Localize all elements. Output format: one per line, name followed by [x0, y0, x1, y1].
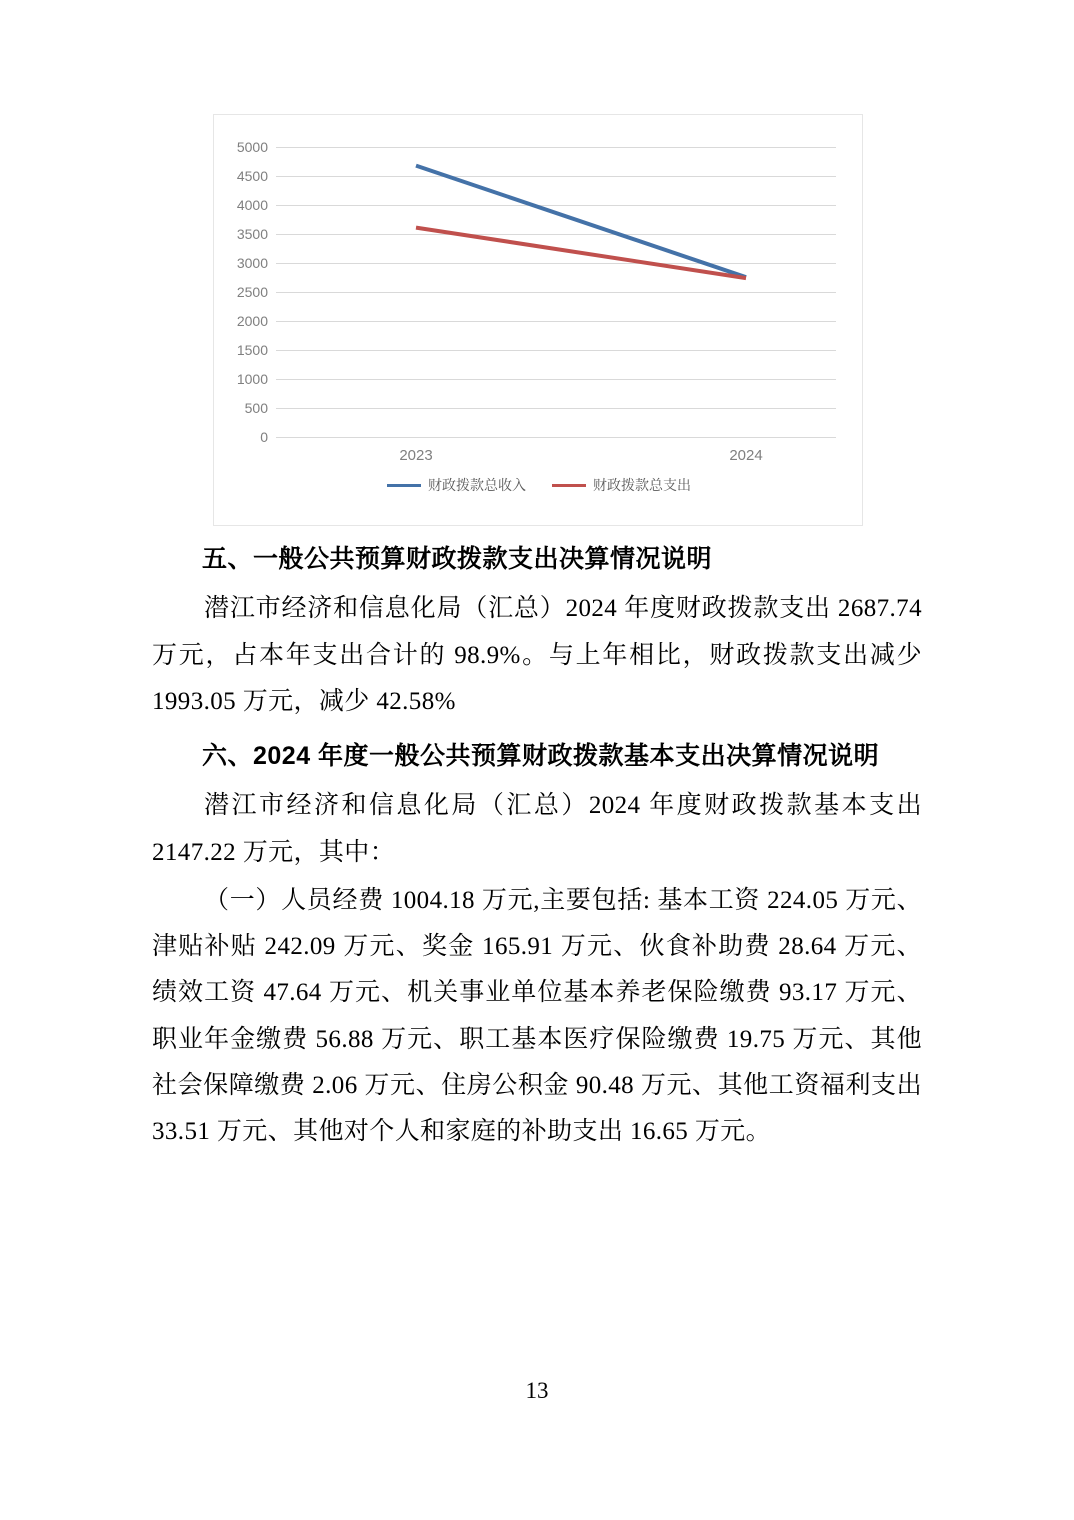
financial-appropriation-line-chart	[213, 114, 863, 526]
series-line-income	[416, 166, 746, 278]
series-line-expenditure	[416, 228, 746, 279]
section-heading-five: 五、一般公共预算财政拨款支出决算情况说明	[202, 545, 713, 573]
legend-item-expenditure	[552, 475, 691, 495]
y-axis-tick-label: 3000	[236, 255, 268, 271]
y-axis-tick-label: 4000	[236, 197, 268, 213]
legend-label: 财政拨款总支出	[593, 477, 691, 493]
legend-swatch-icon	[387, 484, 421, 487]
section-five-paragraph: 潜江市经济和信息化局（汇总）2024 年度财政拨款支出 2687.74 万元，占本年支出合计的 98.9%。与上年相比，财政拨款支出减少 1993.05 万元，减少 42.58%	[152, 595, 922, 715]
chart-series-layer	[276, 147, 836, 437]
section-six-paragraph-1: 潜江市经济和信息化局（汇总）2024 年度财政拨款基本支出 2147.22 万元，其中：	[152, 792, 922, 866]
section-six-paragraph-2: （一）人员经费 1004.18 万元,主要包括: 基本工资 224.05 万元、津贴补贴 242.09 万元、奖金 165.91 万元、伙食补助费 28.64 万元、绩效工资 47.64 万元、机关事业单位基本养老保险缴费 93.17 万元、职业年金缴费 56.88 万元、职工基本医疗保险缴费 19.75 万元、其他社会保障缴费 2.06 万元、住房公积金 90.48 万元、其他工资福利支出 33.51 万元、其他对个人和家庭的补助支出 16.65 万元。	[152, 886, 922, 1145]
x-axis-line	[260, 429, 836, 445]
x-axis-tick-label: 2023	[399, 447, 433, 464]
y-axis-tick-label: 1500	[236, 342, 268, 358]
y-axis-tick-label: 0	[260, 429, 268, 445]
y-axis-tick-label: 5000	[236, 139, 268, 155]
legend-label: 财政拨款总收入	[428, 477, 526, 493]
y-axis-tick-label: 500	[244, 400, 268, 416]
chart-legend	[214, 475, 864, 495]
page-number: 13	[525, 1378, 549, 1403]
x-axis-tick-label: 2024	[729, 447, 763, 464]
legend-item-income	[387, 475, 526, 495]
y-axis-tick-label: 4500	[236, 168, 268, 184]
document-body	[152, 528, 922, 1157]
y-axis-tick-label: 1000	[236, 371, 268, 387]
y-axis-tick-label: 2000	[236, 313, 268, 329]
legend-swatch-icon	[552, 484, 586, 487]
chart-plot-area	[236, 139, 836, 464]
y-axis-tick-label: 3500	[236, 226, 268, 242]
section-heading-six: 六、2024 年度一般公共预算财政拨款基本支出决算情况说明	[202, 742, 880, 770]
y-axis-tick-label: 2500	[236, 284, 268, 300]
